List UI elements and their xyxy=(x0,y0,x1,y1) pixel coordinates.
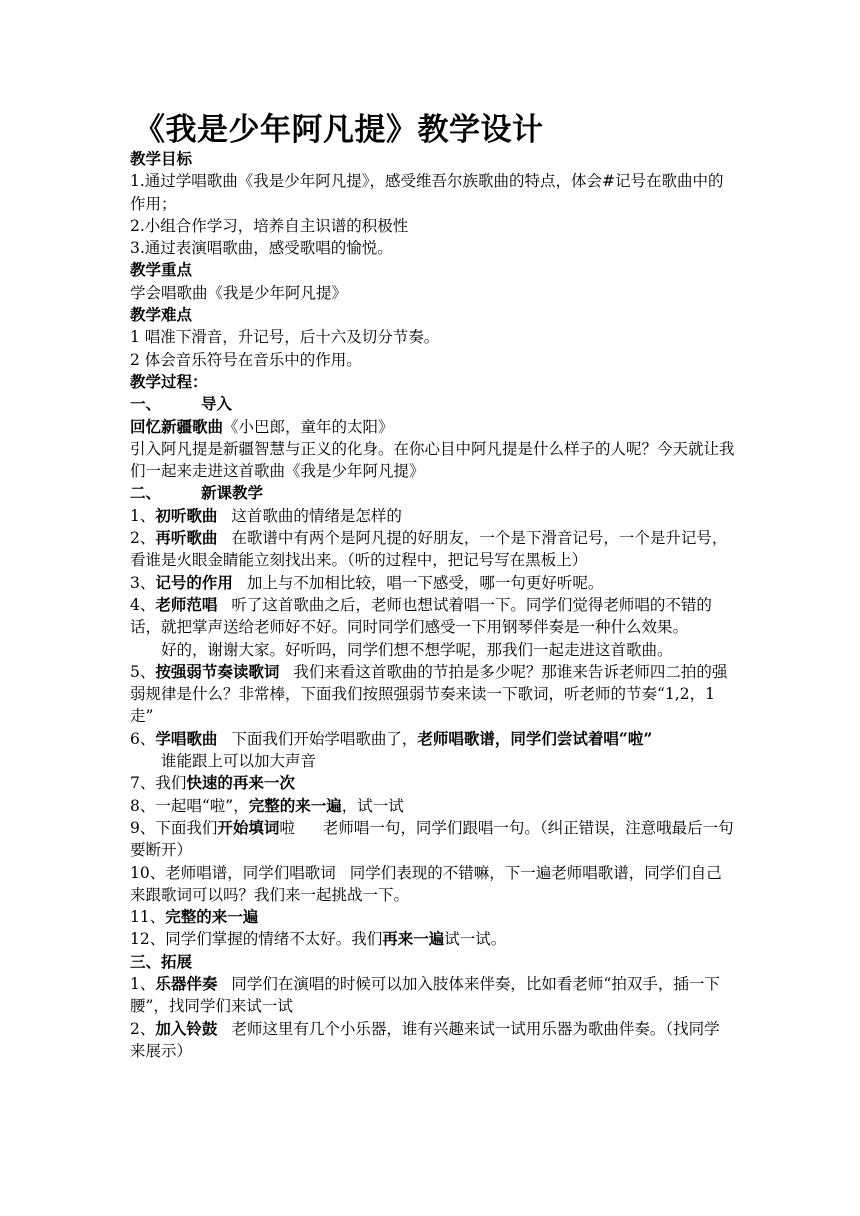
step-number: 3、 xyxy=(130,573,156,592)
section1-number: 一、 xyxy=(130,394,162,414)
step-9 xyxy=(130,817,735,862)
step-title: 开始填词 xyxy=(217,817,280,837)
step-number: 4、 xyxy=(130,595,156,614)
step-text: 下面我们开始学唱歌曲了， xyxy=(231,729,418,748)
step-title: 初听歌曲 xyxy=(155,505,218,525)
document-title: 《我是少年阿凡提》教学设计 xyxy=(134,112,544,148)
step-title: 老师范唱 xyxy=(155,594,218,614)
step-10 xyxy=(130,862,735,907)
goal-item-1: 1.通过学唱歌曲《我是少年阿凡提》，感受维吾尔族歌曲的特点，体会#记号在歌曲中的作用； xyxy=(130,172,724,213)
goal-item-3: 3.通过表演唱歌曲，感受歌唱的愉悦。 xyxy=(130,239,393,258)
step-number: 11、 xyxy=(130,908,166,927)
extension-step-1 xyxy=(130,973,735,1018)
section2-heading xyxy=(130,482,735,504)
step-number: 10、 xyxy=(130,863,166,882)
step-post: 啦 xyxy=(279,818,295,837)
document-body xyxy=(130,148,735,1062)
step-post: ，试一试 xyxy=(341,796,404,815)
section1-recall xyxy=(130,416,735,438)
step-text: 加上与不加相比较，唱一下感受，哪一句更好听呢。 xyxy=(246,573,604,592)
extension-step-2 xyxy=(130,1018,735,1063)
step-pre: 同学们掌握的情绪不太好。我们 xyxy=(165,930,383,949)
step-7 xyxy=(130,772,735,794)
step-pre: 一起唱“啦”， xyxy=(155,796,249,815)
step-number: 2、 xyxy=(130,529,156,548)
key-points-heading: 教学重点 xyxy=(130,260,193,280)
step-number: 1、 xyxy=(130,506,156,525)
section1-title: 导入 xyxy=(201,394,233,414)
step-text: 老师这里有几个小乐器，谁有兴趣来试一试用乐器为歌曲伴奏。（找同学来展示） xyxy=(130,1019,720,1060)
step-11 xyxy=(130,906,735,928)
step-text: 同学们在演唱的时候可以加入肢体来伴奏，比如看老师“拍双手，插一下腰”，找同学们来试一试 xyxy=(130,974,720,1016)
step-text: 听了这首歌曲之后，老师也想试着唱一下。同学们觉得老师唱的不错的话，就把掌声送给老师好不好。同时同学们感受一下用钢琴伴奏是一种什么效果。 xyxy=(130,595,712,637)
step-number: 8、 xyxy=(130,796,156,815)
section2-title: 新课教学 xyxy=(201,483,264,503)
step-title: 快速的再来一次 xyxy=(186,773,295,793)
step-number: 9、 xyxy=(130,818,156,837)
recall-bold: 回忆新疆歌曲 xyxy=(130,416,224,436)
step-title: 学唱歌曲 xyxy=(155,728,218,748)
step-number: 5、 xyxy=(130,662,156,681)
step-number: 7、 xyxy=(130,774,156,793)
difficulties-heading: 教学难点 xyxy=(130,305,193,325)
step-pre: 下面我们 xyxy=(155,818,218,837)
step-text: 我们来看这首歌曲的节拍是多少呢？那谁来告诉老师四二拍的强弱规律是什么？非常棒，下面我们按照强弱节奏来读一下歌词，听老师的节奏“1,2，1 走” xyxy=(130,662,728,726)
step-pre: 老师唱谱，同学们唱歌词 xyxy=(165,863,336,882)
step-4 xyxy=(130,594,735,639)
section1-intro: 引入阿凡提是新疆智慧与正义的化身。在你心目中阿凡提是什么样子的人呢？今天就让我们一起来走进这首歌曲《我是少年阿凡提》 xyxy=(130,439,735,481)
step-title: 再听歌曲 xyxy=(155,528,218,548)
step-number: 1、 xyxy=(130,974,156,993)
step-title: 加入铃鼓 xyxy=(155,1018,218,1038)
difficulty-item-2: 2 体会音乐符号在音乐中的作用。 xyxy=(130,350,362,369)
step-2 xyxy=(130,527,735,572)
section2-number: 二、 xyxy=(130,483,162,503)
goal-item-2: 2.小组合作学习，培养自主识谱的积极性 xyxy=(130,216,409,235)
section3-heading: 三、拓展 xyxy=(130,951,193,971)
recall-rest: 《小巴郎，童年的太阳》 xyxy=(223,417,394,436)
key-points-text: 学会唱歌曲《我是少年阿凡提》 xyxy=(130,283,348,302)
step-number: 6、 xyxy=(130,729,156,748)
process-heading: 教学过程： xyxy=(130,371,208,391)
step-4-follow: 好的，谢谢大家。好听吗，同学们想不想学呢，那我们一起走进这首歌曲。 xyxy=(161,640,673,659)
step-title: 再来一遍 xyxy=(382,929,445,949)
section1-heading xyxy=(130,393,735,415)
step-number: 12、 xyxy=(130,930,166,949)
step-5 xyxy=(130,661,735,728)
step-number: 2、 xyxy=(130,1019,156,1038)
step-title: 按强弱节奏读歌词 xyxy=(155,661,280,681)
difficulty-item-1: 1 唱准下滑音，升记号，后十六及切分节奏。 xyxy=(130,328,440,347)
step-12 xyxy=(130,928,735,950)
step-title: 完整的来一遍 xyxy=(165,907,259,927)
goals-heading: 教学目标 xyxy=(130,149,193,168)
step-post: 试一试。 xyxy=(444,930,507,949)
step-1 xyxy=(130,505,735,527)
step-title: 乐器伴奏 xyxy=(155,973,218,993)
step-text: 同学们表现的不错嘛，下一遍老师唱歌谱，同学们自己来跟歌词可以吗？我们来一起挑战一下。 xyxy=(130,863,722,904)
step-text-bold: 老师唱歌谱，同学们尝试着唱“啦” xyxy=(417,728,653,748)
step-3 xyxy=(130,572,735,594)
step-text: 在歌谱中有两个是阿凡提的好朋友，一个是下滑音记号，一个是升记号，看谁是火眼金睛能立刻找出来。（听的过程中，把记号写在黑板上） xyxy=(130,529,728,570)
step-pre: 我们 xyxy=(155,774,187,793)
step-text: 这首歌曲的情绪是怎样的 xyxy=(231,506,402,525)
step-8 xyxy=(130,795,735,817)
step-title: 记号的作用 xyxy=(155,572,233,592)
step-6 xyxy=(130,728,735,750)
step-6-follow: 谁能跟上可以加大声音 xyxy=(161,752,317,771)
step-title: 完整的来一遍 xyxy=(248,795,342,815)
step-text: 老师唱一句，同学们跟唱一句。（纠正错误，注意哦最后一句要断开） xyxy=(130,818,734,860)
